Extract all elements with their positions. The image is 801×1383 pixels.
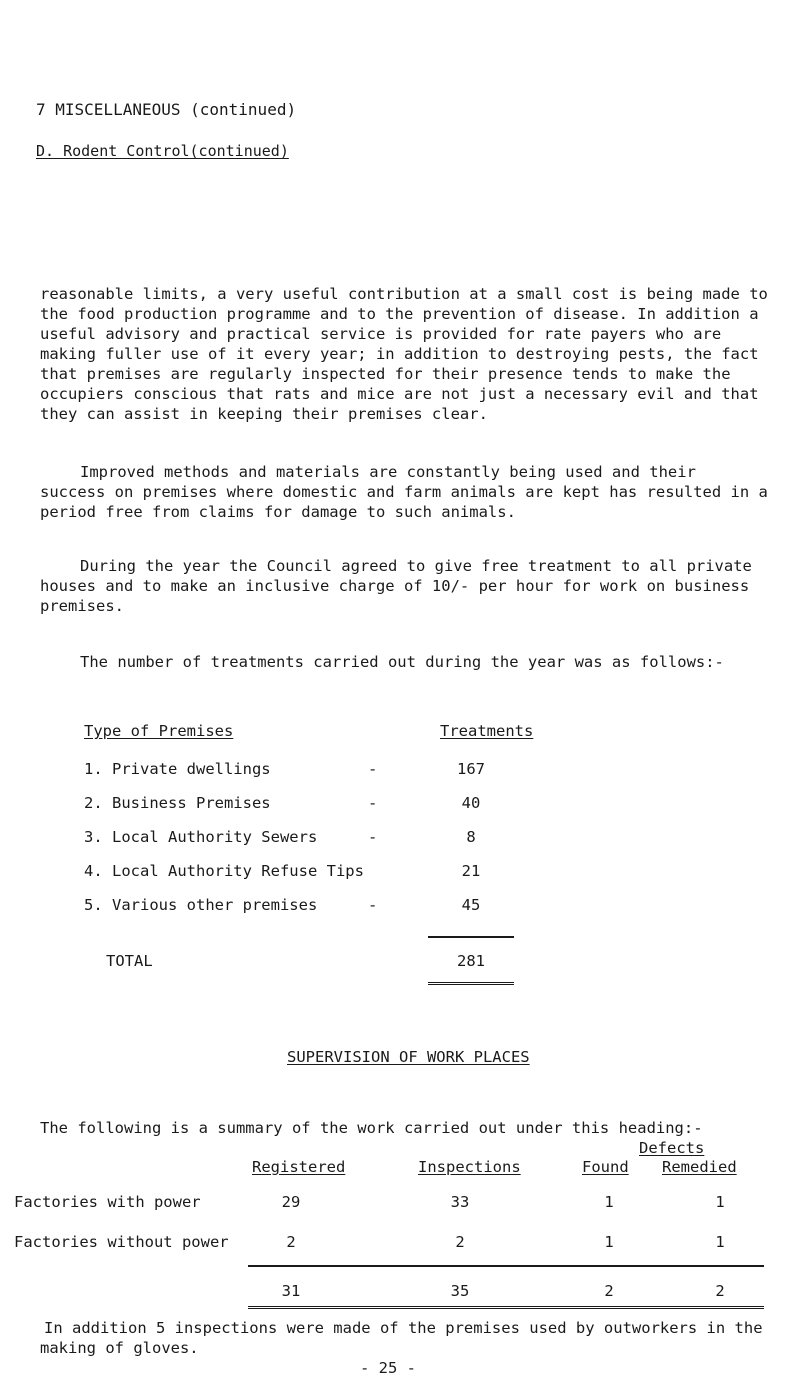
row-dash: - bbox=[368, 760, 378, 778]
found-value: 1 bbox=[604, 1193, 614, 1211]
factory-label: Factories without power bbox=[14, 1233, 229, 1251]
registered-value: 29 bbox=[281, 1193, 301, 1211]
total-label: TOTAL bbox=[106, 952, 153, 970]
treatments-value: 40 bbox=[461, 794, 481, 812]
page-number: - 25 - bbox=[360, 1359, 416, 1377]
closing-paragraph: In addition 5 inspections were made of the premises used by outworkers in the making of gloves. bbox=[40, 1319, 763, 1357]
registered-value: 2 bbox=[286, 1233, 296, 1251]
inspections-value: 33 bbox=[450, 1193, 470, 1211]
found-total: 2 bbox=[604, 1282, 614, 1300]
remedied-header: Remedied bbox=[662, 1158, 737, 1176]
inspections-header: Inspections bbox=[418, 1158, 521, 1176]
row-dash: - bbox=[368, 896, 378, 914]
total-double-rule bbox=[248, 1306, 764, 1311]
premises-label: 4. Local Authority Refuse Tips bbox=[84, 862, 364, 880]
treatments-value: 8 bbox=[466, 828, 476, 846]
paragraph-3: During the year the Council agreed to give free treatment to all private houses and to make an inclusive charge of 10/- per hour for work on business premises. bbox=[40, 557, 752, 615]
total-double-rule bbox=[428, 982, 514, 987]
found-value: 1 bbox=[604, 1233, 614, 1251]
treatments-value: 21 bbox=[461, 862, 481, 880]
registered-header: Registered bbox=[252, 1158, 346, 1176]
inspections-total: 35 bbox=[450, 1282, 470, 1300]
section-title: 7 MISCELLANEOUS (continued) bbox=[36, 100, 297, 119]
paragraph-2: Improved methods and materials are constantly being used and their success on premises where domestic and farm animals are kept has resulted in a period free from claims for damage to such animals. bbox=[40, 463, 768, 521]
subtotal-rule bbox=[428, 936, 514, 938]
inspections-value: 2 bbox=[455, 1233, 465, 1251]
paragraph-4: The number of treatments carried out during the year was as follows:- bbox=[80, 653, 724, 671]
treatments-value: 167 bbox=[457, 760, 485, 778]
premises-label: 1. Private dwellings bbox=[84, 760, 271, 778]
total-value: 281 bbox=[457, 952, 485, 970]
row-dash: - bbox=[368, 794, 378, 812]
premises-label: 3. Local Authority Sewers bbox=[84, 828, 318, 846]
premises-label: 5. Various other premises bbox=[84, 896, 318, 914]
paragraph-1: reasonable limits, a very useful contribution at a small cost is being made to the food production programme and to the prevention of disease. In addition a useful advisory and practical service is provided for rate payers who are making fuller use of it every year; in addition to destroying pests, the fact that premises are regularly inspected for their presence tends to make the occupiers conscious that rats and mice are not just a necessary evil and that they can assist in keeping their premises clear. bbox=[40, 285, 768, 423]
defects-header: Defects bbox=[639, 1139, 705, 1157]
subtotal-rule bbox=[248, 1265, 764, 1267]
found-header: Found bbox=[582, 1158, 629, 1176]
treatments-count-header: Treatments bbox=[440, 722, 534, 740]
remedied-value: 1 bbox=[715, 1233, 725, 1251]
row-dash: - bbox=[368, 828, 378, 846]
treatments-type-header: Type of Premises bbox=[84, 722, 234, 740]
registered-total: 31 bbox=[281, 1282, 301, 1300]
subsection-title: D. Rodent Control(continued) bbox=[36, 142, 289, 160]
remedied-total: 2 bbox=[715, 1282, 725, 1300]
treatments-value: 45 bbox=[461, 896, 481, 914]
remedied-value: 1 bbox=[715, 1193, 725, 1211]
supervision-intro: The following is a summary of the work carried out under this heading:- bbox=[40, 1119, 703, 1137]
premises-label: 2. Business Premises bbox=[84, 794, 271, 812]
factory-label: Factories with power bbox=[14, 1193, 201, 1211]
supervision-heading: SUPERVISION OF WORK PLACES bbox=[287, 1048, 530, 1066]
